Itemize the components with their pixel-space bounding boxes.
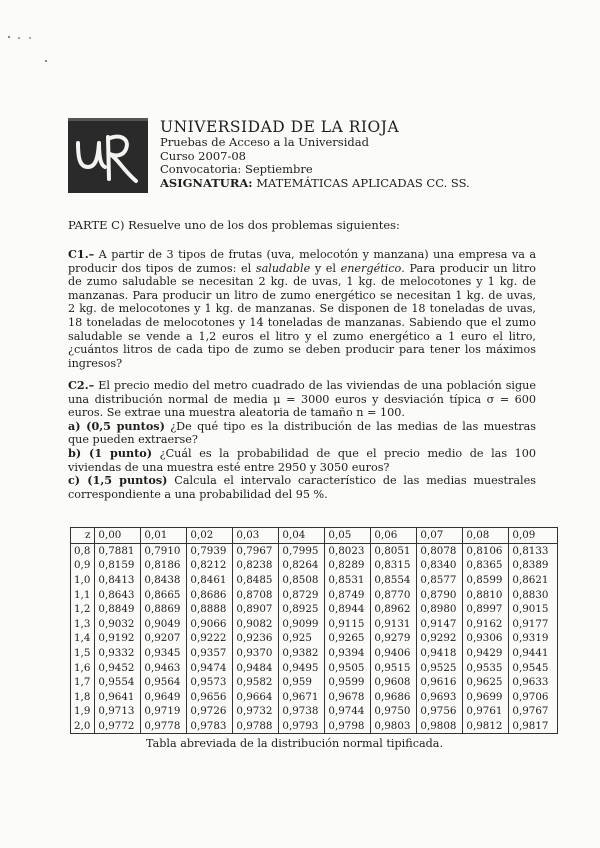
session: Convocatoria: Septiembre <box>160 162 313 176</box>
table-cell: 0,8643 <box>95 587 141 602</box>
scan-specks <box>0 0 60 70</box>
table-cell: 0,9382 <box>279 646 325 661</box>
ur-logo-icon <box>68 121 148 190</box>
row-z-value: 1,4 <box>71 631 95 646</box>
table-cell: 0,9599 <box>325 675 371 690</box>
university-name: UNIVERSIDAD DE LA RIOJA <box>160 118 400 136</box>
row-z-value: 0,9 <box>71 558 95 573</box>
table-cell: 0,9616 <box>417 675 463 690</box>
table-cell: 0,8997 <box>463 602 509 617</box>
table-cell: 0,8665 <box>141 587 187 602</box>
c2-label: C2.– <box>68 378 95 392</box>
table-cell: 0,9713 <box>95 704 141 719</box>
table-cell: 0,9772 <box>95 719 141 734</box>
row-z-value: 2,0 <box>71 719 95 734</box>
table-cell: 0,9706 <box>509 690 558 705</box>
c2-question-c <box>68 474 536 501</box>
table-cell: 0,9641 <box>95 690 141 705</box>
table-cell: 0,9573 <box>187 675 233 690</box>
c2-question-b <box>68 447 536 474</box>
column-header: 0,06 <box>371 528 417 544</box>
table-cell: 0,9798 <box>325 719 371 734</box>
row-z-value: 1,5 <box>71 646 95 661</box>
table-cell: 0,9418 <box>417 646 463 661</box>
table-cell: 0,9744 <box>325 704 371 719</box>
table-cell: 0,9463 <box>141 660 187 675</box>
table-cell: 0,9236 <box>233 631 279 646</box>
table-cell: 0,8925 <box>279 602 325 617</box>
table-cell: 0,9319 <box>509 631 558 646</box>
table-cell: 0,9625 <box>463 675 509 690</box>
problem-c2 <box>68 379 536 501</box>
column-header: 0,01 <box>141 528 187 544</box>
table-corner: z <box>71 528 95 544</box>
table-cell: 0,9656 <box>187 690 233 705</box>
course: Curso 2007-08 <box>160 148 246 163</box>
table-cell: 0,9699 <box>463 690 509 705</box>
table-cell: 0,9495 <box>279 660 325 675</box>
table-cell: 0,9756 <box>417 704 463 719</box>
table-cell: 0,9162 <box>463 617 509 632</box>
table-cell: 0,9649 <box>141 690 187 705</box>
table-cell: 0,8577 <box>417 573 463 588</box>
table-cell: 0,9545 <box>509 660 558 675</box>
table-row <box>71 573 558 588</box>
table-row <box>71 602 558 617</box>
table-cell: 0,9474 <box>187 660 233 675</box>
table-cell: 0,9783 <box>187 719 233 734</box>
row-z-value: 0,8 <box>71 543 95 558</box>
problem-c1 <box>68 248 536 370</box>
table-cell: 0,9582 <box>233 675 279 690</box>
table-cell: 0,9750 <box>371 704 417 719</box>
table-cell: 0,8289 <box>325 558 371 573</box>
table-cell: 0,8790 <box>417 587 463 602</box>
table-cell: 0,9332 <box>95 646 141 661</box>
table-cell: 0,8365 <box>463 558 509 573</box>
header <box>68 118 548 198</box>
table-cell: 0,8508 <box>279 573 325 588</box>
table-cell: 0,9015 <box>509 602 558 617</box>
table-cell: 0,8810 <box>463 587 509 602</box>
table-cell: 0,9738 <box>279 704 325 719</box>
table-cell: 0,9147 <box>417 617 463 632</box>
table-cell: 0,9082 <box>233 617 279 632</box>
table-cell: 0,8962 <box>371 602 417 617</box>
row-z-value: 1,6 <box>71 660 95 675</box>
table-cell: 0,8944 <box>325 602 371 617</box>
table-cell: 0,8485 <box>233 573 279 588</box>
table-cell: 0,9564 <box>141 675 187 690</box>
table-cell: 0,8389 <box>509 558 558 573</box>
column-header: 0,09 <box>509 528 558 544</box>
table-cell: 0,9505 <box>325 660 371 675</box>
table-cell: 0,9808 <box>417 719 463 734</box>
table-cell: 0,9452 <box>95 660 141 675</box>
table-row <box>71 631 558 646</box>
table-cell: 0,925 <box>279 631 325 646</box>
table-cell: 0,9279 <box>371 631 417 646</box>
table-cell: 0,8770 <box>371 587 417 602</box>
table-cell: 0,8888 <box>187 602 233 617</box>
table-cell: 0,9394 <box>325 646 371 661</box>
column-header: 0,08 <box>463 528 509 544</box>
table-cell: 0,9554 <box>95 675 141 690</box>
table-cell: 0,9131 <box>371 617 417 632</box>
row-z-value: 1,2 <box>71 602 95 617</box>
table-cell: 0,7967 <box>233 543 279 558</box>
table-cell: 0,8315 <box>371 558 417 573</box>
table-cell: 0,9222 <box>187 631 233 646</box>
table-row <box>71 704 558 719</box>
table-cell: 0,9803 <box>371 719 417 734</box>
table-cell: 0,8869 <box>141 602 187 617</box>
table-cell: 0,9292 <box>417 631 463 646</box>
table-cell: 0,9306 <box>463 631 509 646</box>
table-cell: 0,9817 <box>509 719 558 734</box>
table-cell: 0,9345 <box>141 646 187 661</box>
table-cell: 0,959 <box>279 675 325 690</box>
table-cell: 0,8051 <box>371 543 417 558</box>
table-cell: 0,7939 <box>187 543 233 558</box>
table-cell: 0,9678 <box>325 690 371 705</box>
subject-line <box>160 177 550 191</box>
table-cell: 0,8264 <box>279 558 325 573</box>
row-z-value: 1,9 <box>71 704 95 719</box>
table-cell: 0,9767 <box>509 704 558 719</box>
table-cell: 0,8461 <box>187 573 233 588</box>
c2-intro: El precio medio del metro cuadrado de las viviendas de una población sigue una distribución normal de media μ = 3000 euros y desviación típica σ = 600 euros. Se extrae una muestra aleatoria de tamaño n = 100. <box>68 379 536 420</box>
table-cell: 0,9192 <box>95 631 141 646</box>
table-cell: 0,9515 <box>371 660 417 675</box>
table-cell: 0,9719 <box>141 704 187 719</box>
table-cell: 0,8708 <box>233 587 279 602</box>
column-header: 0,04 <box>279 528 325 544</box>
table-cell: 0,9525 <box>417 660 463 675</box>
table-header-row <box>71 528 558 544</box>
table-row <box>71 660 558 675</box>
row-z-value: 1,3 <box>71 617 95 632</box>
table-cell: 0,9049 <box>141 617 187 632</box>
c2-question-a <box>68 420 536 447</box>
table-cell: 0,8438 <box>141 573 187 588</box>
row-z-value: 1,0 <box>71 573 95 588</box>
table-cell: 0,9664 <box>233 690 279 705</box>
c1-label: C1.– <box>68 247 95 261</box>
table-cell: 0,8980 <box>417 602 463 617</box>
table-cell: 0,9761 <box>463 704 509 719</box>
column-header: 0,02 <box>187 528 233 544</box>
column-header: 0,00 <box>95 528 141 544</box>
table-cell: 0,9671 <box>279 690 325 705</box>
table-cell: 0,9686 <box>371 690 417 705</box>
table-cell: 0,8830 <box>509 587 558 602</box>
column-header: 0,05 <box>325 528 371 544</box>
table-cell: 0,9812 <box>463 719 509 734</box>
table-cell: 0,8729 <box>279 587 325 602</box>
c2-b-label: b) (1 punto) <box>68 445 153 460</box>
table-cell: 0,8749 <box>325 587 371 602</box>
table-cell: 0,8186 <box>141 558 187 573</box>
table-cell: 0,9406 <box>371 646 417 661</box>
c2-a-label: a) (0,5 puntos) <box>68 418 165 433</box>
table-row <box>71 587 558 602</box>
table-cell: 0,9726 <box>187 704 233 719</box>
table-cell: 0,7881 <box>95 543 141 558</box>
table-cell: 0,8686 <box>187 587 233 602</box>
table-cell: 0,9066 <box>187 617 233 632</box>
subject: MATEMÁTICAS APLICADAS CC. SS. <box>256 175 470 190</box>
table-row <box>71 617 558 632</box>
c2-b-text: ¿Cuál es la probabilidad de que el precio medio de las 100 viviendas de una muestra esté entre 2950 y 3050 euros? <box>68 446 536 474</box>
table-cell: 0,9793 <box>279 719 325 734</box>
table-cell: 0,9608 <box>371 675 417 690</box>
table-cell: 0,9693 <box>417 690 463 705</box>
table-cell: 0,8621 <box>509 573 558 588</box>
table-row <box>71 690 558 705</box>
table-cell: 0,8023 <box>325 543 371 558</box>
table-row <box>71 675 558 690</box>
table-row <box>71 646 558 661</box>
table-cell: 0,9265 <box>325 631 371 646</box>
table-cell: 0,8159 <box>95 558 141 573</box>
table-cell: 0,9099 <box>279 617 325 632</box>
table-cell: 0,9788 <box>233 719 279 734</box>
table-cell: 0,8133 <box>509 543 558 558</box>
table-cell: 0,8531 <box>325 573 371 588</box>
table-cell: 0,8413 <box>95 573 141 588</box>
table-row <box>71 543 558 558</box>
table-cell: 0,9357 <box>187 646 233 661</box>
table-cell: 0,8106 <box>463 543 509 558</box>
row-z-value: 1,8 <box>71 690 95 705</box>
c2-intro-paragraph <box>68 379 536 420</box>
table-row <box>71 558 558 573</box>
c2-a-text: ¿De qué tipo es la distribución de las medias de las muestras que pueden extraerse? <box>68 419 536 447</box>
row-z-value: 1,7 <box>71 675 95 690</box>
university-logo <box>68 118 148 193</box>
table-cell: 0,9778 <box>141 719 187 734</box>
c1-text: A partir de 3 tipos de frutas (uva, melocotón y manzana) una empresa va a producir dos tipos de zumos: el saludable y el energético. Para producir un litro de zumo saludable se necesitan 2 kg. de uvas, 1 kg. de melocotones y 1 kg. de manzanas. Para producir un litro de zumo energético se necesitan 1 kg. de uvas, 2 kg. de melocotones y 1 kg. de manzanas. Se disponen de 18 toneladas de uvas, 18 toneladas de melocotones y 14 toneladas de manzanas. Sabiendo que el zumo saludable se vende a 1,2 euros el litro y el zumo energético a 1 euro el litro, ¿cuántos litros de cada tipo de zumo se deben producir para tener los máximos ingresos? <box>68 248 536 370</box>
table-caption: Tabla abreviada de la distribución normal tipificada. <box>146 737 444 750</box>
c2-c-text: Calcula el intervalo característico de las medias muestrales correspondiente a una probabilidad del 95 %. <box>68 474 537 501</box>
table-cell: 0,9535 <box>463 660 509 675</box>
table-cell: 0,9429 <box>463 646 509 661</box>
table-cell: 0,8238 <box>233 558 279 573</box>
table-row <box>71 719 558 734</box>
table-cell: 0,8599 <box>463 573 509 588</box>
table-cell: 0,8849 <box>95 602 141 617</box>
column-header: 0,03 <box>233 528 279 544</box>
exam-name: Pruebas de Acceso a la Universidad <box>160 135 369 149</box>
table-cell: 0,9177 <box>509 617 558 632</box>
table-cell: 0,8554 <box>371 573 417 588</box>
header-text <box>160 118 550 190</box>
table-cell: 0,9633 <box>509 675 558 690</box>
table-cell: 0,9207 <box>141 631 187 646</box>
table-cell: 0,7995 <box>279 543 325 558</box>
c2-c-label: c) (1,5 puntos) <box>68 473 168 488</box>
table-cell: 0,8340 <box>417 558 463 573</box>
normal-distribution-table <box>70 527 558 734</box>
table-cell: 0,9441 <box>509 646 558 661</box>
table-cell: 0,9370 <box>233 646 279 661</box>
table-cell: 0,8078 <box>417 543 463 558</box>
table-cell: 0,8907 <box>233 602 279 617</box>
table-cell: 0,9484 <box>233 660 279 675</box>
column-header: 0,07 <box>417 528 463 544</box>
table-cell: 0,9732 <box>233 704 279 719</box>
table-cell: 0,8212 <box>187 558 233 573</box>
table-cell: 0,7910 <box>141 543 187 558</box>
part-title: PARTE C) Resuelve uno de los dos problemas siguientes: <box>68 218 400 232</box>
row-z-value: 1,1 <box>71 587 95 602</box>
table-cell: 0,9115 <box>325 617 371 632</box>
table-cell: 0,9032 <box>95 617 141 632</box>
subject-label: ASIGNATURA: <box>160 175 253 190</box>
